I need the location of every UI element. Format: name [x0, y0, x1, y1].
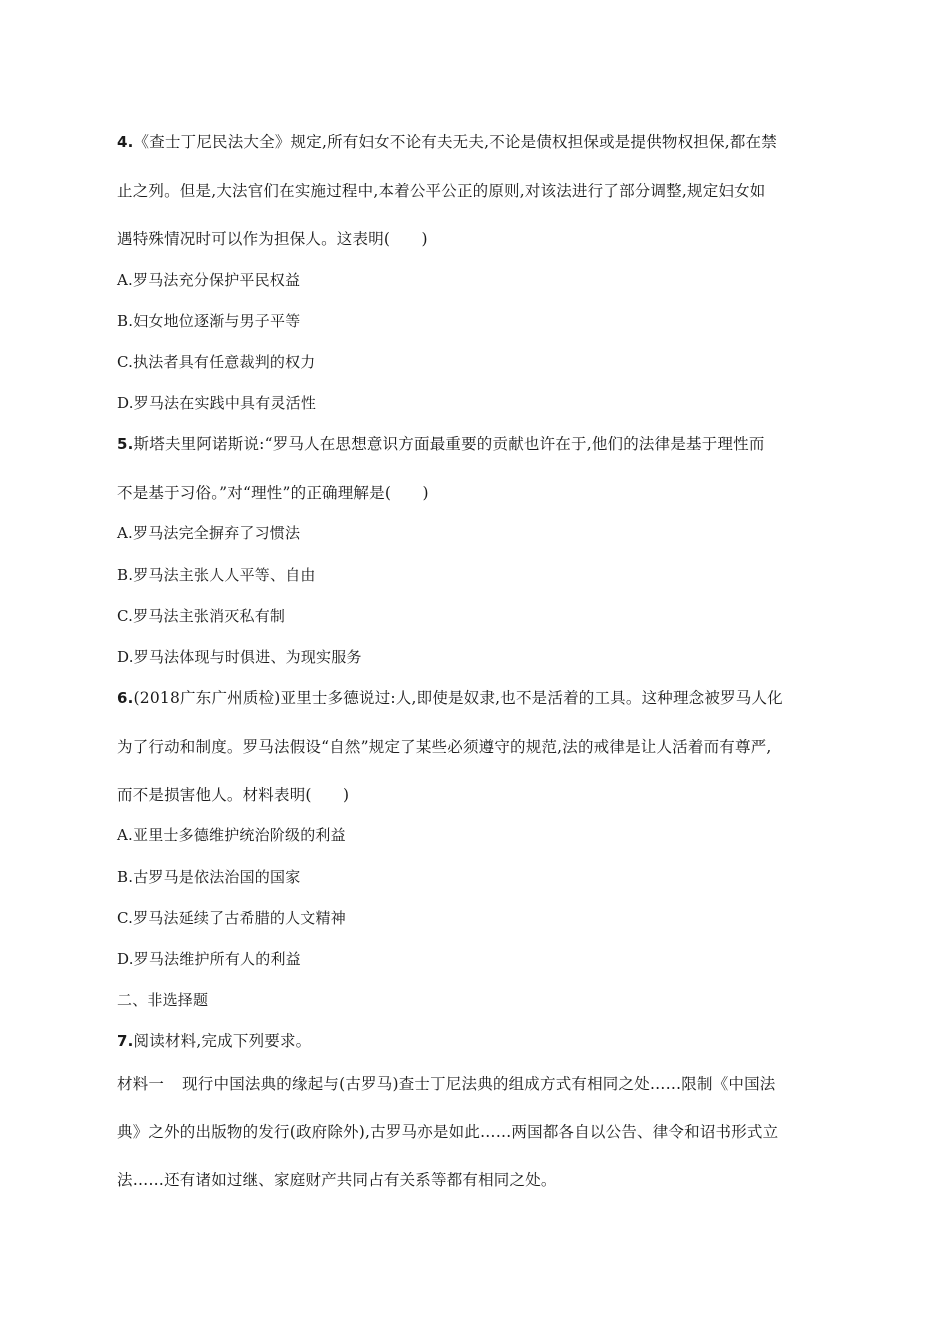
question-4-option-c: C.执法者具有任意裁判的权力 — [117, 353, 316, 371]
question-6-option-a: A.亚里士多德维护统治阶级的利益 — [117, 826, 346, 844]
question-4-text-3: 遇特殊情况时可以作为担保人。这表明( ) — [117, 230, 428, 248]
question-5-option-b: B.罗马法主张人人平等、自由 — [117, 566, 316, 584]
material-1-label: 材料一 — [117, 1075, 165, 1093]
question-4-option-a: A.罗马法充分保护平民权益 — [117, 271, 301, 289]
question-6-line-1 — [117, 687, 837, 709]
question-4-text-1: 《查士丁尼民法大全》规定,所有妇女不论有夫无夫,不论是债权担保或是提供物权担保,都在禁 — [133, 133, 777, 151]
question-4-line-1 — [117, 131, 837, 153]
material-1-line-1 — [117, 1073, 837, 1095]
question-5-option-a: A.罗马法完全摒弃了习惯法 — [117, 524, 301, 542]
question-5-option-d: D.罗马法体现与时俱进、为现实服务 — [117, 648, 362, 666]
question-4-text-2: 止之列。但是,大法官们在实施过程中,本着公平公正的原则,对该法进行了部分调整,规定妇女如 — [117, 182, 766, 200]
material-1-text-3: 法……还有诸如过继、家庭财产共同占有关系等都有相同之处。 — [117, 1171, 557, 1189]
question-6-option-b: B.古罗马是依法治国的国家 — [117, 868, 301, 886]
question-7-number: 7. — [117, 1032, 134, 1050]
question-5-number: 5. — [117, 435, 134, 453]
question-7-line-1 — [117, 1030, 837, 1052]
question-6-number: 6. — [117, 689, 134, 707]
question-6-option-d: D.罗马法维护所有人的利益 — [117, 950, 301, 968]
question-5-line-1 — [117, 433, 837, 455]
question-6-option-c: C.罗马法延续了古希腊的人文精神 — [117, 909, 346, 927]
section-heading: 二、非选择题 — [117, 991, 209, 1009]
question-6-text-1: (2018广东广州质检)亚里士多德说过:人,即使是奴隶,也不是活着的工具。这种理念被罗马人化 — [133, 689, 783, 707]
question-5-text-1: 斯塔夫里阿诺斯说:“罗马人在思想意识方面最重要的贡献也许在于,他们的法律是基于理性而 — [133, 435, 765, 453]
question-4-option-d: D.罗马法在实践中具有灵活性 — [117, 394, 317, 412]
material-1-text-1: 现行中国法典的缘起与(古罗马)查士丁尼法典的组成方式有相同之处……限制《中国法 — [182, 1075, 776, 1093]
question-5-option-c: C.罗马法主张消灭私有制 — [117, 607, 286, 625]
material-1-text-2: 典》之外的出版物的发行(政府除外),古罗马亦是如此……两国都各自以公告、律令和诏书形式立 — [117, 1123, 779, 1141]
question-6-text-2: 为了行动和制度。罗马法假设“自然”规定了某些必须遵守的规范,法的戒律是让人活着而有尊严, — [117, 738, 772, 756]
question-5-text-2: 不是基于习俗。”对“理性”的正确理解是( ) — [117, 484, 429, 502]
question-4-option-b: B.妇女地位逐渐与男子平等 — [117, 312, 301, 330]
question-7-prompt: 阅读材料,完成下列要求。 — [133, 1032, 312, 1050]
question-6-text-3: 而不是损害他人。材料表明( ) — [117, 786, 350, 804]
question-4-number: 4. — [117, 133, 134, 151]
